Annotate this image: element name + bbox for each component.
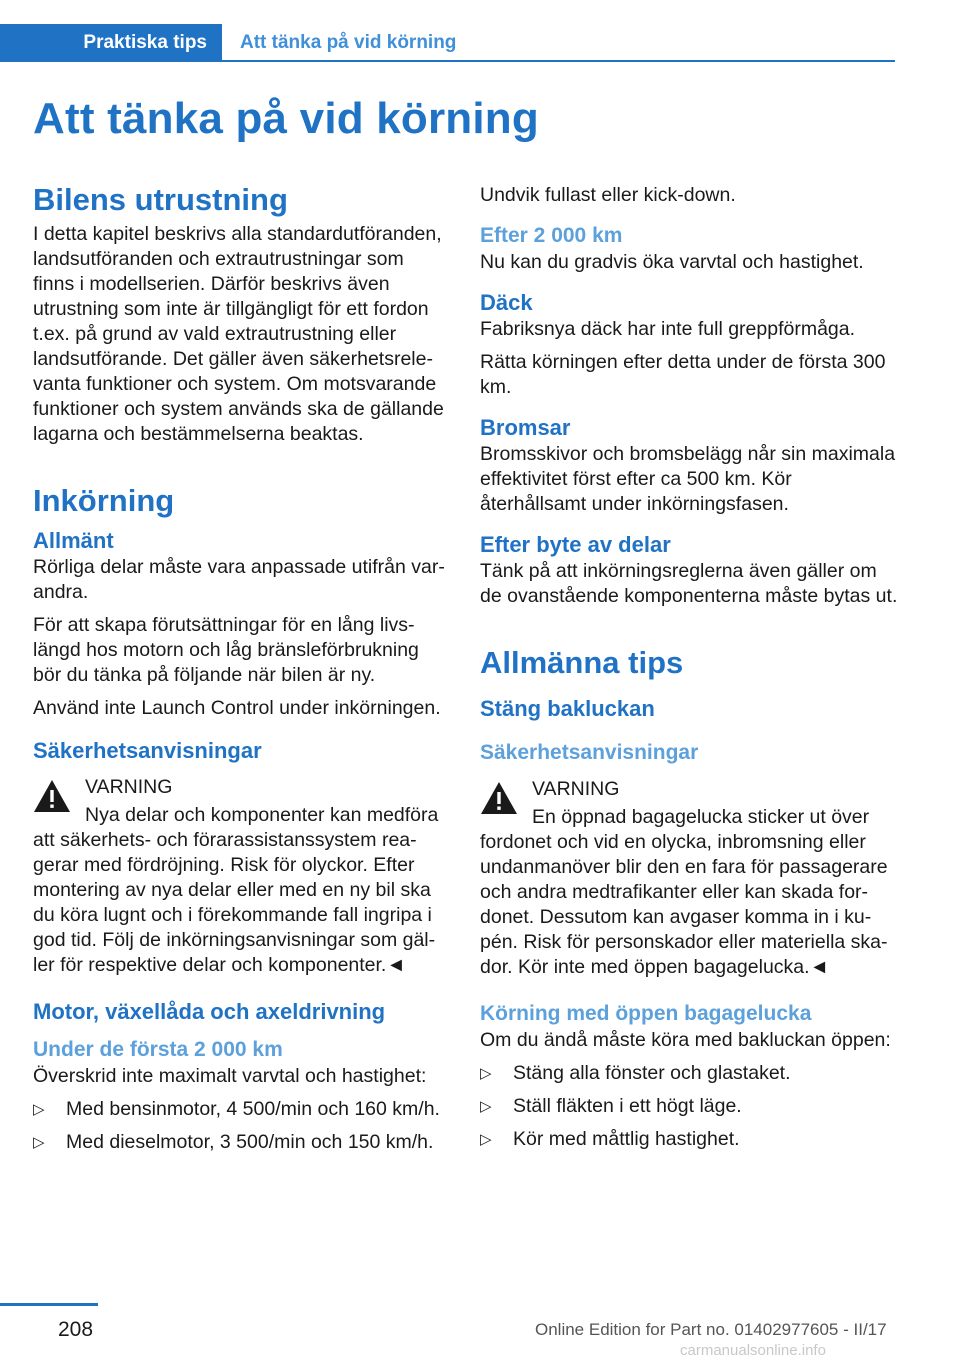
equipment-heading: Bilens utrustning bbox=[33, 182, 288, 217]
triangle-bullet-icon: ▷ bbox=[480, 1065, 492, 1082]
engine-heading: Motor, växellåda och axeldrivning bbox=[33, 999, 386, 1024]
section-tab[interactable]: Praktiska tips bbox=[0, 24, 222, 62]
edition-note: Online Edition for Part no. 01402977605 - II/17 bbox=[535, 1320, 887, 1339]
parts-text: Tänk på att inkörningsreglerna även gäller om de ovanstående komponenterna måste bytas ut. bbox=[480, 560, 898, 607]
list-item: ▷ Ställ fläkten i ett högt läge. bbox=[480, 1095, 742, 1117]
after-km-text: Nu kan du gradvis öka varvtal och hastighet. bbox=[480, 251, 864, 273]
general-paragraph-3: Använd inte Launch Control under inkörningen. bbox=[33, 697, 441, 719]
header-rule bbox=[222, 60, 895, 62]
list-item: ▷ Med bensinmotor, 4 500/min och 160 km/h. bbox=[33, 1098, 440, 1120]
triangle-bullet-icon: ▷ bbox=[480, 1131, 492, 1148]
break-in-heading: Inkörning bbox=[33, 483, 175, 518]
close-tailgate-heading: Stäng bakluckan bbox=[480, 696, 655, 721]
triangle-bullet-icon: ▷ bbox=[480, 1098, 492, 1115]
list-item: ▷ Med dieselmotor, 3 500/min och 150 km/h. bbox=[33, 1131, 434, 1153]
speed-limits-list bbox=[33, 1097, 448, 1155]
warning-box-right bbox=[480, 777, 898, 980]
warning-triangle-icon bbox=[33, 779, 71, 813]
warning-text-first: En öppnad bagagelucka sticker ut över bbox=[532, 806, 870, 828]
warning-label: VARNING bbox=[85, 776, 173, 798]
warning-text: fordonet och vid en olycka, inbromsning eller undanmanöver blir den en fara för passagerare och andra medtrafikanter eller kan skada fordonet. Dessutom kan avgaser komma in i kupén. Risk för personskador eller materiella skador. Kör inte med öppen bagagelucka.◄ bbox=[480, 831, 888, 978]
open-tailgate-list bbox=[480, 1061, 898, 1152]
general-paragraph-1: Rörliga delar måste vara anpassade utifrån varandra. bbox=[33, 556, 445, 603]
warning-label: VARNING bbox=[532, 778, 620, 800]
brakes-text: Bromsskivor och bromsbelägg når sin maximala effektivitet först efter ca 500 km. Kör återhållsamt under inkörningsfasen. bbox=[480, 443, 896, 515]
equipment-text: I detta kapitel beskrivs alla standardutföranden, landsutföranden och extrautrustningar som finns i modellserien. Därför beskrivs även utrustning som inte är tillgängligt för ett fordon t.ex. på grund av vald extrautrustning eller landsutförande. Det gäller även säkerhetsrelevanta funktioner och system. Om motsvarande funktioner och system används ska de gällande lagarna och bestämmelserna beaktas. bbox=[33, 223, 444, 445]
list-item: ▷ Stäng alla fönster och glastaket. bbox=[480, 1062, 791, 1084]
page-number: 208 bbox=[58, 1318, 94, 1341]
first-km-heading: Under de första 2 000 km bbox=[33, 1038, 283, 1061]
tires-paragraph-1: Fabriksnya däck har inte full greppförmåga. bbox=[480, 318, 856, 340]
after-km-heading: Efter 2 000 km bbox=[480, 224, 623, 247]
open-tailgate-heading: Körning med öppen bagagelucka bbox=[480, 1002, 812, 1025]
safety-heading-right: Säkerhetsanvisningar bbox=[480, 741, 699, 764]
current-topic: Att tänka på vid körning bbox=[240, 32, 457, 53]
warning-text-first: Nya delar och komponenter kan medföra bbox=[85, 804, 439, 826]
left-column bbox=[33, 182, 448, 1163]
page-header bbox=[0, 24, 895, 62]
page-title: Att tänka på vid körning bbox=[33, 94, 539, 143]
brakes-heading: Bromsar bbox=[480, 415, 571, 440]
tires-heading: Däck bbox=[480, 290, 533, 315]
parts-heading: Efter byte av delar bbox=[480, 532, 671, 557]
general-heading: Allmänt bbox=[33, 528, 114, 553]
list-item: ▷ Kör med måttlig hastighet. bbox=[480, 1128, 740, 1150]
footer-rule bbox=[0, 1303, 98, 1306]
general-paragraph-2: För att skapa förutsättningar för en lång livslängd hos motorn och låg bränsleförbrukning bör du tänka på följande när bilen är ny. bbox=[33, 614, 419, 686]
warning-triangle-icon bbox=[480, 781, 518, 815]
triangle-bullet-icon: ▷ bbox=[33, 1101, 45, 1118]
watermark[interactable]: carmanualsonline.info bbox=[680, 1342, 826, 1359]
warning-text: att säkerhets- och förarassistanssystem reagerar med fördröjning. Risk för olyckor. Efter montering av nya delar eller med en ny bil ska du köra lugnt och i förekommande fall ingripa i god tid. Följ de inkörningsanvisningar som gäller för respektive delar och komponenter.◄ bbox=[33, 829, 436, 976]
general-tips-heading: Allmänna tips bbox=[480, 645, 684, 680]
safety-heading: Säkerhetsanvisningar bbox=[33, 738, 262, 763]
right-column bbox=[480, 183, 898, 1160]
full-throttle-text: Undvik fullast eller kick-down. bbox=[480, 184, 736, 206]
open-tailgate-text: Om du ändå måste köra med bakluckan öppen: bbox=[480, 1029, 891, 1051]
tires-paragraph-2: Rätta körningen efter detta under de första 300 km. bbox=[480, 351, 886, 398]
triangle-bullet-icon: ▷ bbox=[33, 1134, 45, 1151]
first-km-text: Överskrid inte maximalt varvtal och hastighet: bbox=[33, 1065, 427, 1087]
warning-box bbox=[33, 775, 448, 978]
